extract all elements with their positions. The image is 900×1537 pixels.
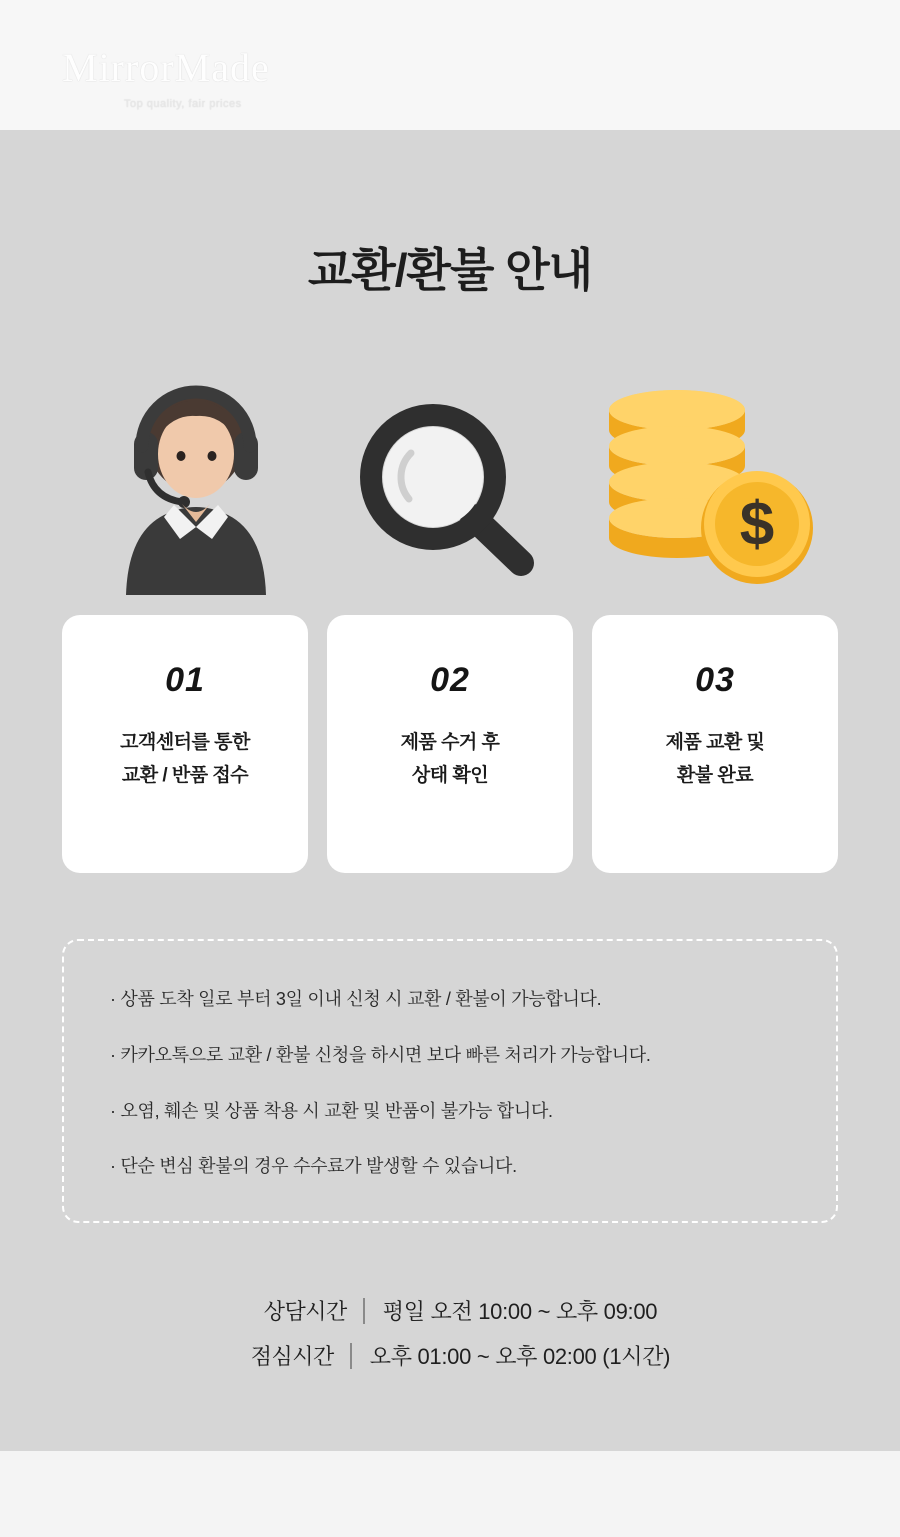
step-line: 환불 완료 [676, 765, 754, 787]
step-card [327, 615, 573, 873]
brand-tagline: Top quality, fair prices [124, 98, 242, 110]
step-line: 제품 교환 및 [665, 732, 765, 753]
step-line: 상태 확인 [411, 765, 489, 787]
page-title: 교환/환불 안내 [307, 244, 593, 296]
step-text [120, 726, 250, 793]
illustration-row [62, 370, 838, 595]
bottom-band [0, 1451, 900, 1537]
headset-agent-icon [70, 370, 322, 595]
step-card-row [62, 615, 838, 873]
magnifier-icon [324, 370, 576, 595]
notice-item: · 단순 변심 환불의 경우 수수료가 발생할 수 있습니다. [110, 1156, 517, 1177]
step-text [666, 726, 765, 793]
step-number: 03 [695, 661, 735, 699]
notice-item: · 상품 도착 일로 부터 3일 이내 신청 시 교환 / 환불이 가능합니다. [110, 989, 602, 1009]
notice-box [62, 939, 838, 1223]
hours-value: 오후 01:00 ~ 오후 02:00 (1시간) [369, 1344, 671, 1370]
step-line: 교환 / 반품 접수 [121, 765, 249, 787]
step-card [62, 615, 308, 873]
operating-hours [62, 1295, 838, 1371]
brand-name: MirrorMade [62, 45, 270, 90]
notice-item: · 카카오톡으로 교환 / 환불 신청을 하시면 보다 빠른 처리가 가능합니다. [110, 1044, 651, 1065]
brand-logo [62, 45, 362, 110]
coins-dollar-icon [578, 370, 830, 595]
hours-row [230, 1340, 670, 1371]
svg-text:$: $ [739, 490, 775, 559]
brand-band [0, 0, 900, 130]
step-number: 01 [165, 661, 205, 699]
hours-label: 상담시간 [263, 1299, 347, 1325]
hours-row [243, 1295, 657, 1326]
step-text [401, 726, 500, 793]
step-line: 제품 수거 후 [400, 732, 500, 753]
step-line: 고객센터를 통한 [120, 732, 250, 753]
main-content [0, 130, 900, 1451]
notice-item: · 오염, 훼손 및 상품 착용 시 교환 및 반품이 불가능 합니다. [110, 1100, 553, 1121]
hours-label: 점심시간 [250, 1344, 334, 1370]
hours-value: 평일 오전 10:00 ~ 오후 09:00 [382, 1299, 658, 1325]
step-number: 02 [430, 661, 470, 699]
step-card [592, 615, 838, 873]
